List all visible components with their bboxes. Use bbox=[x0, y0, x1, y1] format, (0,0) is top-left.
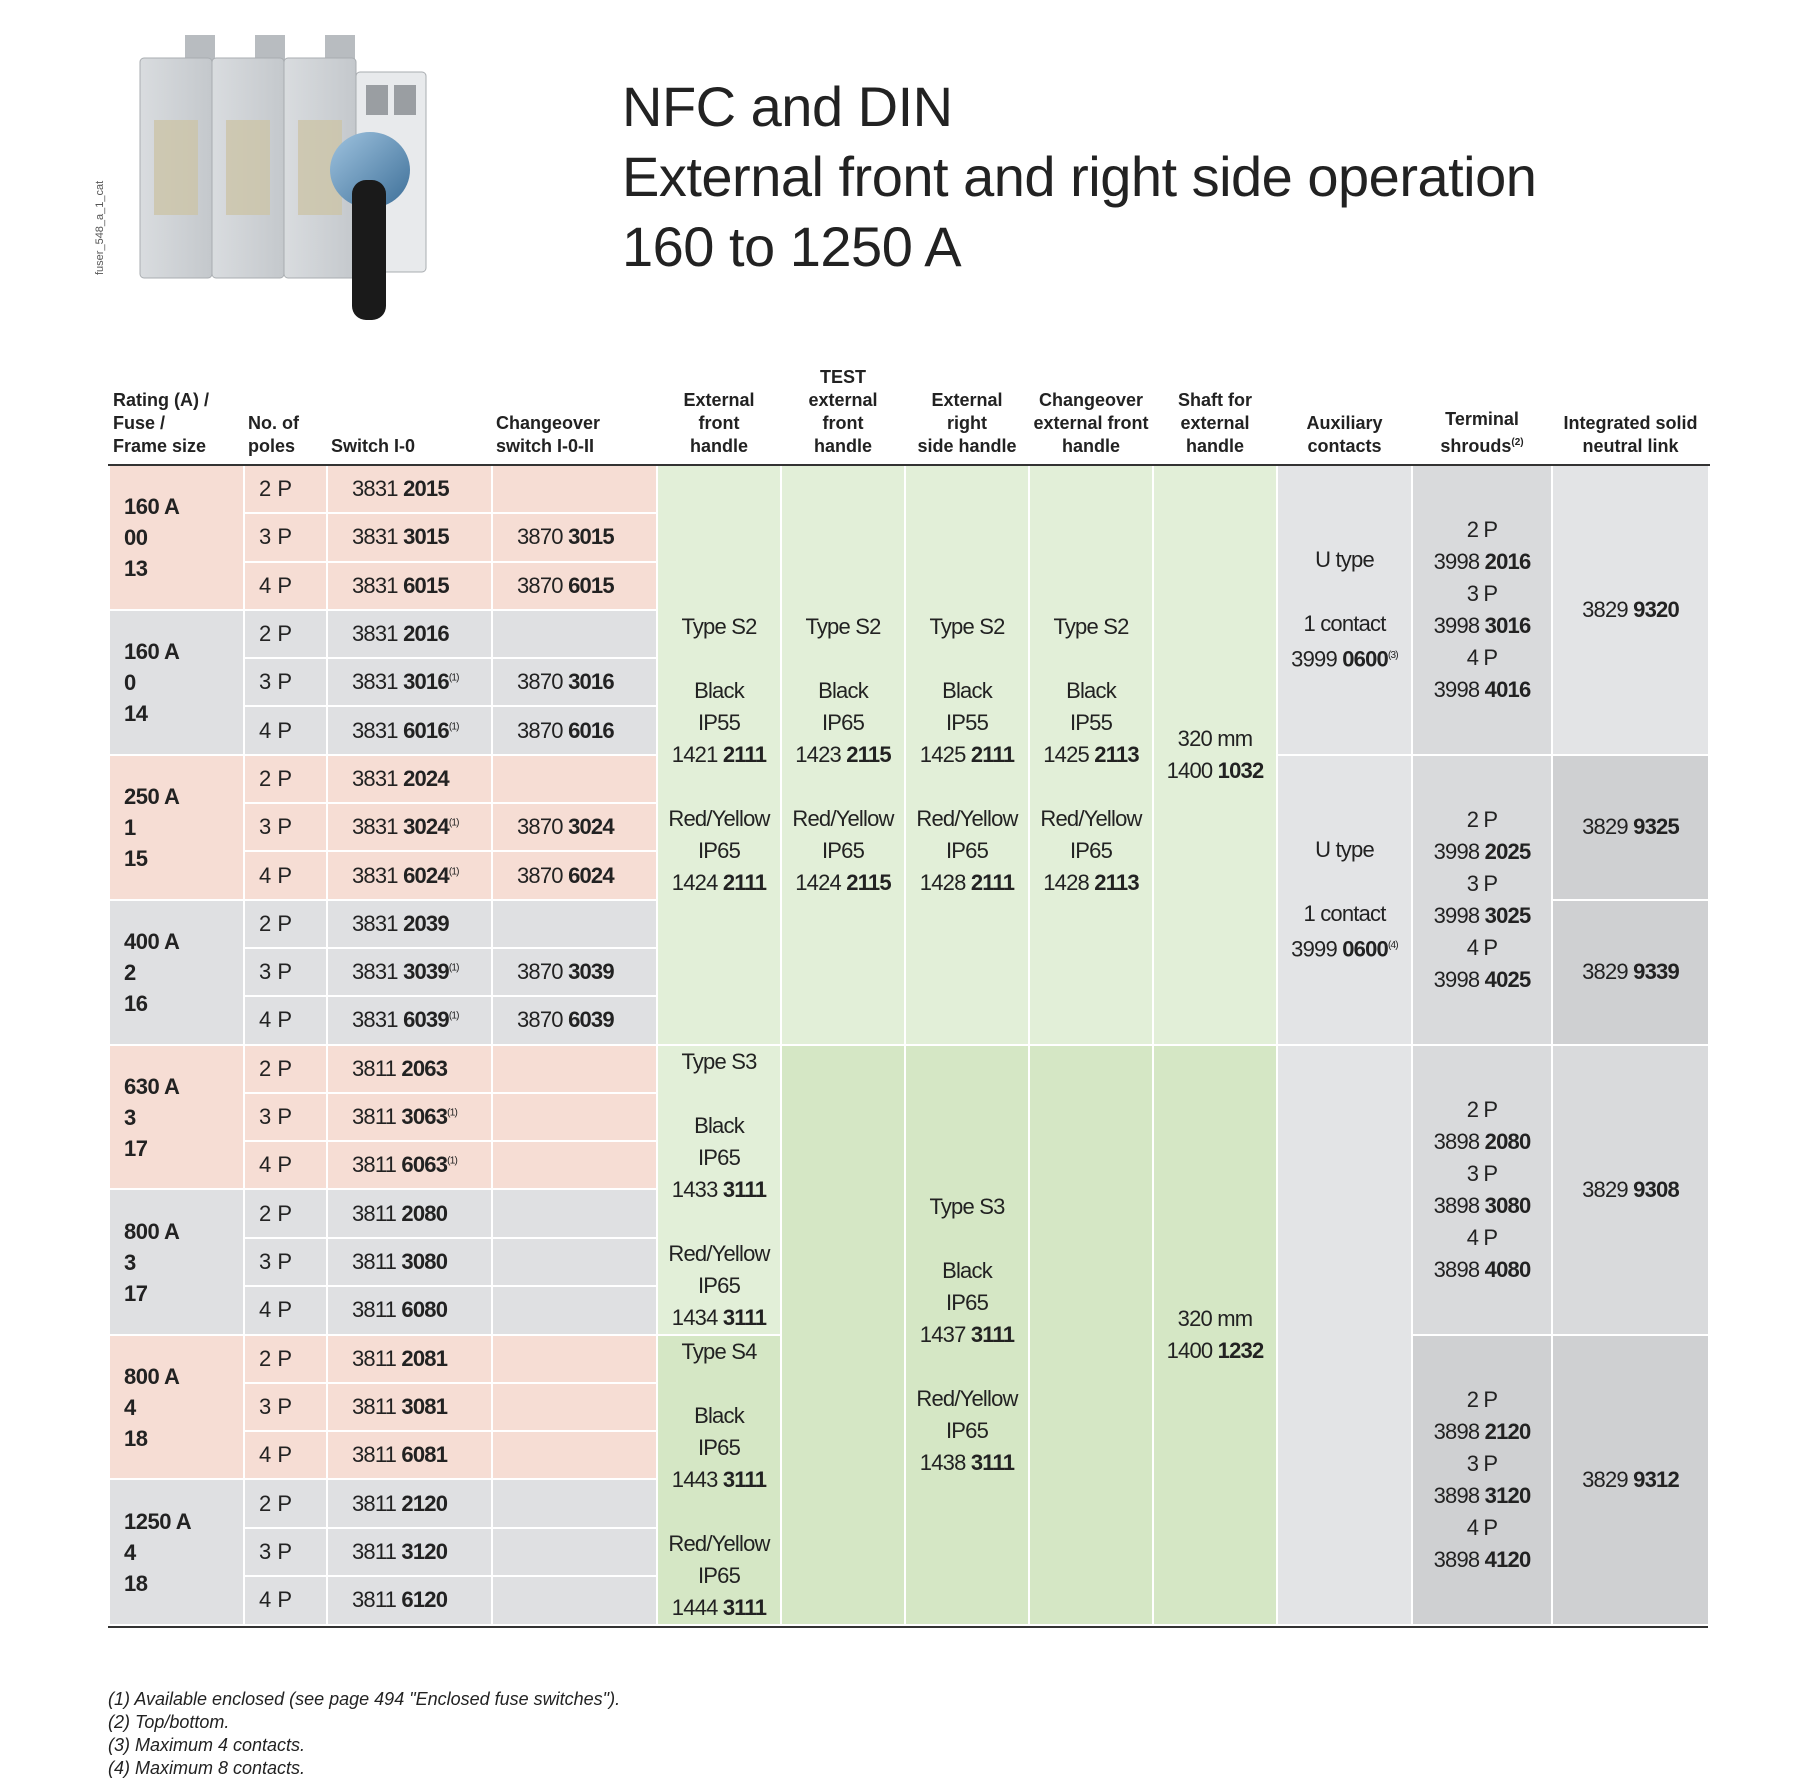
handle-black-ip: IP65 bbox=[821, 709, 865, 735]
handle-black-ip: IP65 bbox=[697, 1144, 741, 1170]
handle-ry-ip: IP65 bbox=[1069, 837, 1113, 863]
poles-cell: 4 P bbox=[244, 706, 327, 754]
handle-black-ref: 1425 2113 bbox=[1043, 741, 1139, 767]
neutral-link-cell: 3829 9320 bbox=[1552, 465, 1709, 755]
title-line-1: NFC and DIN bbox=[622, 75, 953, 138]
poles-cell: 2 P bbox=[244, 465, 327, 513]
header-switch: Switch I-0 bbox=[327, 360, 492, 465]
header-rating: Rating (A) / Fuse / Frame size bbox=[109, 360, 244, 465]
switch-ref-cell: 3831 3015 bbox=[327, 513, 492, 561]
switch-ref-cell: 3831 3016$^{(1)}$ bbox=[327, 658, 492, 706]
handle-ry-label: Red/Yellow bbox=[668, 805, 770, 831]
handle-ry-ip: IP65 bbox=[821, 837, 865, 863]
switch-ref-cell: 3831 2039 bbox=[327, 900, 492, 948]
handle-ry-label: Red/Yellow bbox=[792, 805, 894, 831]
handle-black-ip: IP65 bbox=[697, 1434, 741, 1460]
handle-test-front-empty-cell bbox=[781, 1045, 905, 1625]
aux-contacts-empty-cell bbox=[1277, 1045, 1412, 1625]
aux-contacts-cell: U type 1 contact 3999 0600$^{(4)}$ bbox=[1277, 755, 1412, 1045]
switch-ref-cell: 3831 6015 bbox=[327, 562, 492, 610]
switch-ref-cell: 3811 6120 bbox=[327, 1576, 492, 1624]
switch-ref-cell: 3811 3080 bbox=[327, 1238, 492, 1286]
handle-black-label: Black bbox=[694, 1112, 744, 1138]
header-co-front-handle: Changeover external front handle bbox=[1029, 360, 1153, 465]
handle-black-label: Black bbox=[818, 677, 868, 703]
poles-cell: 4 P bbox=[244, 1286, 327, 1334]
handle-type: Type S2 bbox=[929, 613, 1005, 639]
handle-ext-front-cell bbox=[657, 465, 781, 1045]
header-aux: Auxiliary contacts bbox=[1277, 360, 1412, 465]
changeover-ref-cell bbox=[492, 1528, 657, 1576]
handle-black-ref: 1421 2111 bbox=[671, 741, 767, 767]
table-body bbox=[109, 465, 1709, 1625]
handle-black-ref: 1443 3111 bbox=[671, 1466, 767, 1492]
changeover-ref-cell bbox=[492, 465, 657, 513]
changeover-ref-cell bbox=[492, 1189, 657, 1238]
poles-cell: 3 P bbox=[244, 1238, 327, 1286]
changeover-ref-cell bbox=[492, 1335, 657, 1383]
header-ext-front-handle: External front handle bbox=[657, 360, 781, 465]
rating-cell: 630 A 3 17 bbox=[109, 1045, 244, 1190]
handle-ry-label: Red/Yellow bbox=[668, 1240, 770, 1266]
rating-cell: 800 A 3 17 bbox=[109, 1189, 244, 1334]
terminal-shrouds-cell: 2 P 3898 2080 3 P 3898 3080 4 P 3898 4080 bbox=[1412, 1045, 1552, 1335]
footnote: (4) Maximum 8 contacts. bbox=[108, 1758, 306, 1778]
changeover-ref-cell bbox=[492, 1045, 657, 1093]
poles-cell: 4 P bbox=[244, 1141, 327, 1189]
changeover-ref-cell bbox=[492, 1141, 657, 1189]
handle-ext-right-cell bbox=[905, 465, 1029, 1045]
handle-type: Type S3 bbox=[681, 1048, 757, 1074]
handle-ry-ip: IP65 bbox=[945, 1417, 989, 1443]
handle-ry-ref: 1428 2113 bbox=[1043, 869, 1139, 895]
header-ext-right-handle: External right side handle bbox=[905, 360, 1029, 465]
terminal-shrouds-cell: 2 P 3998 2025 3 P 3998 3025 4 P 3998 4025 bbox=[1412, 755, 1552, 1045]
handle-ry-ip: IP65 bbox=[697, 1272, 741, 1298]
poles-cell: 3 P bbox=[244, 948, 327, 996]
changeover-ref-cell: 3870 6015 bbox=[492, 562, 657, 610]
changeover-ref-cell: 3870 3039 bbox=[492, 948, 657, 996]
changeover-ref-cell bbox=[492, 1093, 657, 1141]
header-test-front-handle: TEST external front handle bbox=[781, 360, 905, 465]
rating-cell: 160 A 00 13 bbox=[109, 465, 244, 610]
switch-ref-cell: 3831 6016$^{(1)}$ bbox=[327, 706, 492, 754]
poles-cell: 2 P bbox=[244, 1335, 327, 1383]
handle-black-label: Black bbox=[694, 1402, 744, 1428]
handle-type: Type S2 bbox=[681, 613, 757, 639]
rating-cell: 250 A 1 15 bbox=[109, 755, 244, 900]
switch-ref-cell: 3831 3024$^{(1)}$ bbox=[327, 803, 492, 851]
switch-ref-cell: 3811 3081 bbox=[327, 1383, 492, 1431]
changeover-ref-cell: 3870 3016 bbox=[492, 658, 657, 706]
poles-cell: 2 P bbox=[244, 1479, 327, 1528]
terminal-shrouds-cell: 2 P 3898 2120 3 P 3898 3120 4 P 3898 4120 bbox=[1412, 1335, 1552, 1625]
handle-black-label: Black bbox=[942, 677, 992, 703]
handle-ext-front-s3-cell bbox=[657, 1045, 781, 1335]
poles-cell: 3 P bbox=[244, 513, 327, 561]
handle-ry-ref: 1424 2111 bbox=[671, 869, 767, 895]
rating-cell: 800 A 4 18 bbox=[109, 1335, 244, 1480]
title-line-2: External front and right side operation bbox=[622, 145, 1537, 208]
poles-cell: 2 P bbox=[244, 755, 327, 803]
photo-reference-code: fuser_548_a_1_cat bbox=[94, 180, 106, 275]
handle-black-ip: IP55 bbox=[1069, 709, 1113, 735]
table-row bbox=[109, 465, 1709, 513]
switch-ref-cell: 3831 3039$^{(1)}$ bbox=[327, 948, 492, 996]
handle-black-label: Black bbox=[942, 1257, 992, 1283]
product-photo bbox=[130, 30, 470, 350]
handle-ry-ref: 1444 3111 bbox=[671, 1594, 767, 1620]
switch-ref-cell: 3831 2015 bbox=[327, 465, 492, 513]
poles-cell: 3 P bbox=[244, 1093, 327, 1141]
table-header-row bbox=[109, 360, 1709, 465]
header-shaft: Shaft for external handle bbox=[1153, 360, 1277, 465]
rating-cell: 160 A 0 14 bbox=[109, 610, 244, 755]
handle-black-label: Black bbox=[1066, 677, 1116, 703]
changeover-ref-cell bbox=[492, 755, 657, 803]
switch-ref-cell: 3831 2016 bbox=[327, 610, 492, 658]
handle-ry-label: Red/Yellow bbox=[916, 1385, 1018, 1411]
handle-type: Type S3 bbox=[929, 1193, 1005, 1219]
handle-black-ip: IP55 bbox=[945, 709, 989, 735]
poles-cell: 4 P bbox=[244, 1576, 327, 1624]
handle-black-ref: 1437 3111 bbox=[919, 1321, 1015, 1347]
handle-ry-ip: IP65 bbox=[945, 837, 989, 863]
changeover-ref-cell bbox=[492, 1238, 657, 1286]
switch-ref-cell: 3831 6039$^{(1)}$ bbox=[327, 996, 492, 1044]
changeover-ref-cell bbox=[492, 1383, 657, 1431]
changeover-ref-cell bbox=[492, 1286, 657, 1334]
poles-cell: 4 P bbox=[244, 562, 327, 610]
switch-ref-cell: 3831 6024$^{(1)}$ bbox=[327, 851, 492, 899]
handle-ry-ip: IP65 bbox=[697, 1562, 741, 1588]
handle-ry-ref: 1424 2115 bbox=[795, 869, 891, 895]
handle-black-ip: IP65 bbox=[945, 1289, 989, 1315]
switch-ref-cell: 3811 2120 bbox=[327, 1479, 492, 1528]
handle-ry-label: Red/Yellow bbox=[1040, 805, 1142, 831]
header-poles: No. of poles bbox=[244, 360, 327, 465]
shaft-cell: 320 mm 1400 1032 bbox=[1153, 465, 1277, 1045]
switch-ref-cell: 3811 2081 bbox=[327, 1335, 492, 1383]
handle-ry-ref: 1434 3111 bbox=[671, 1304, 767, 1330]
footnote: (2) Top/bottom. bbox=[108, 1712, 230, 1732]
neutral-link-cell: 3829 9325 bbox=[1552, 755, 1709, 900]
table-bottom-rule bbox=[108, 1626, 1708, 1628]
changeover-ref-cell: 3870 3015 bbox=[492, 513, 657, 561]
poles-cell: 3 P bbox=[244, 1383, 327, 1431]
header-shrouds: Terminal shrouds$^{(2)}$ bbox=[1412, 360, 1552, 465]
terminal-shrouds-cell: 2 P 3998 2016 3 P 3998 3016 4 P 3998 4016 bbox=[1412, 465, 1552, 755]
handle-black-ip: IP55 bbox=[697, 709, 741, 735]
handle-ext-right-s3-cell bbox=[905, 1045, 1029, 1625]
poles-cell: 4 P bbox=[244, 996, 327, 1044]
handle-ry-ref: 1438 3111 bbox=[919, 1449, 1015, 1475]
page-title bbox=[622, 72, 1536, 282]
poles-cell: 3 P bbox=[244, 658, 327, 706]
header-changeover: Changeover switch I-0-II bbox=[492, 360, 657, 465]
switch-ref-cell: 3811 3063$^{(1)}$ bbox=[327, 1093, 492, 1141]
handle-black-ref: 1433 3111 bbox=[671, 1176, 767, 1202]
changeover-ref-cell: 3870 3024 bbox=[492, 803, 657, 851]
header-neutral: Integrated solid neutral link bbox=[1552, 360, 1709, 465]
aux-contacts-cell: U type 1 contact 3999 0600$^{(3)}$ bbox=[1277, 465, 1412, 755]
handle-type: Type S2 bbox=[1053, 613, 1129, 639]
handle-ry-ip: IP65 bbox=[697, 837, 741, 863]
rating-cell: 400 A 2 16 bbox=[109, 900, 244, 1045]
shaft-cell: 320 mm 1400 1232 bbox=[1153, 1045, 1277, 1625]
switch-ref-cell: 3831 2024 bbox=[327, 755, 492, 803]
footnote: (3) Maximum 4 contacts. bbox=[108, 1735, 306, 1755]
rating-cell: 1250 A 4 18 bbox=[109, 1479, 244, 1624]
switch-ref-cell: 3811 2063 bbox=[327, 1045, 492, 1093]
handle-ry-label: Red/Yellow bbox=[916, 805, 1018, 831]
poles-cell: 3 P bbox=[244, 1528, 327, 1576]
title-line-3: 160 to 1250 A bbox=[622, 215, 962, 278]
switch-ref-cell: 3811 3120 bbox=[327, 1528, 492, 1576]
poles-cell: 2 P bbox=[244, 900, 327, 948]
changeover-ref-cell: 3870 6024 bbox=[492, 851, 657, 899]
poles-cell: 2 P bbox=[244, 610, 327, 658]
footnotes bbox=[108, 1688, 620, 1780]
handle-ry-label: Red/Yellow bbox=[668, 1530, 770, 1556]
changeover-ref-cell bbox=[492, 1479, 657, 1528]
neutral-link-cell: 3829 9308 bbox=[1552, 1045, 1709, 1335]
handle-co-front-cell bbox=[1029, 465, 1153, 1045]
changeover-ref-cell bbox=[492, 1576, 657, 1624]
changeover-ref-cell bbox=[492, 900, 657, 948]
neutral-link-cell: 3829 9312 bbox=[1552, 1335, 1709, 1625]
handle-test-front-cell bbox=[781, 465, 905, 1045]
poles-cell: 4 P bbox=[244, 1431, 327, 1479]
poles-cell: 2 P bbox=[244, 1189, 327, 1238]
handle-ext-front-s4-cell bbox=[657, 1335, 781, 1625]
poles-cell: 2 P bbox=[244, 1045, 327, 1093]
neutral-link-cell: 3829 9339 bbox=[1552, 900, 1709, 1045]
switch-ref-cell: 3811 6063$^{(1)}$ bbox=[327, 1141, 492, 1189]
changeover-ref-cell bbox=[492, 1431, 657, 1479]
changeover-ref-cell: 3870 6039 bbox=[492, 996, 657, 1044]
handle-black-ref: 1425 2111 bbox=[919, 741, 1015, 767]
poles-cell: 4 P bbox=[244, 851, 327, 899]
poles-cell: 3 P bbox=[244, 803, 327, 851]
footnote: (1) Available enclosed (see page 494 "Enclosed fuse switches"). bbox=[108, 1689, 621, 1709]
table-row bbox=[109, 1045, 1709, 1093]
handle-black-label: Black bbox=[694, 677, 744, 703]
spec-table bbox=[108, 360, 1710, 1626]
handle-black-ref: 1423 2115 bbox=[795, 741, 891, 767]
handle-co-front-empty-cell bbox=[1029, 1045, 1153, 1625]
switch-ref-cell: 3811 2080 bbox=[327, 1189, 492, 1238]
changeover-ref-cell bbox=[492, 610, 657, 658]
handle-type: Type S2 bbox=[805, 613, 881, 639]
switch-ref-cell: 3811 6081 bbox=[327, 1431, 492, 1479]
handle-ry-ref: 1428 2111 bbox=[919, 869, 1015, 895]
switch-ref-cell: 3811 6080 bbox=[327, 1286, 492, 1334]
changeover-ref-cell: 3870 6016 bbox=[492, 706, 657, 754]
handle-type: Type S4 bbox=[681, 1338, 757, 1364]
